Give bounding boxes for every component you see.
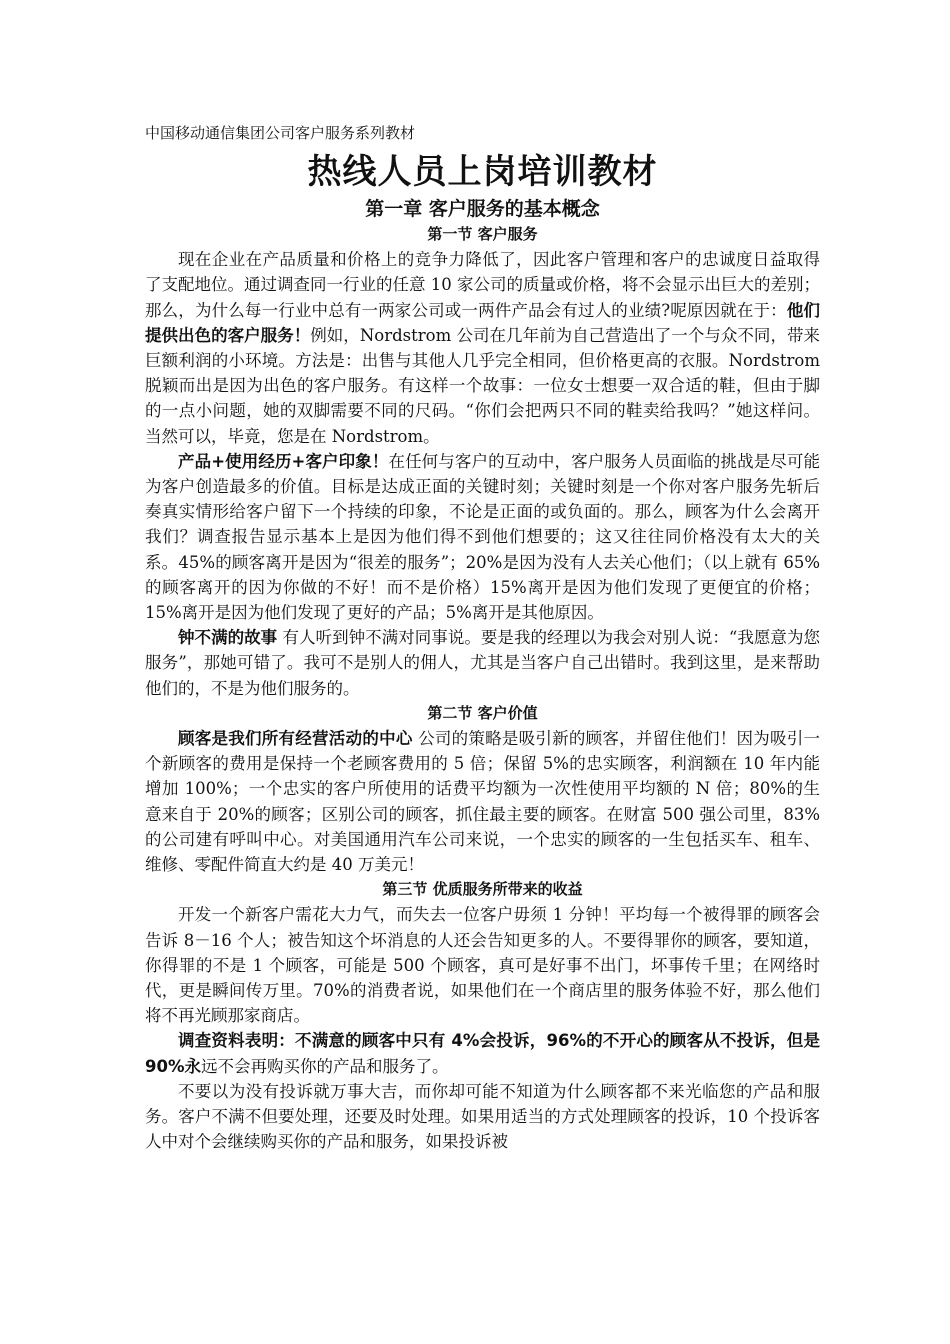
section-heading: 第二节 客户价值 — [427, 703, 538, 722]
section-heading: 第三节 优质服务所带来的收益 — [382, 880, 583, 899]
paragraph — [145, 247, 820, 449]
paragraph — [145, 449, 820, 625]
paragraph-text: 开发一个新客户需花大力气，而失去一位客户毋须 1 分钟！平均每一个被得罪的顾客会告诉 8－16 个人；被告知这个坏消息的人还会告知更多的人。不要得罪你的顾客，要知道，你得罪的不是 1 个顾客，可能是 500 个顾客，真可是好事不出门，坏事传千里；在网络时代，更是瞬间传万里。70%的消费者说，如果他们在一个商店里的服务体验不好，那么他们将不再光顾那家商店。 — [145, 905, 820, 1026]
paragraph-text: 现在企业在产品质量和价格上的竞争力降低了，因此客户管理和客户的忠诚度日益取得了支配地位。通过调查同一行业的任意 10 家公司的质量或价格，将不会显示出巨大的差别；那么，为什么每一行业中总有一两家公司或一两件产品会有过人的业绩?呢原因就在于： — [145, 250, 820, 320]
document-page — [145, 118, 820, 1154]
paragraph — [145, 625, 820, 701]
section-heading: 第一节 客户服务 — [427, 225, 538, 243]
paragraph — [145, 726, 820, 877]
running-header: 中国移动通信集团公司客户服务系列教材 — [145, 124, 416, 142]
paragraph — [145, 1079, 820, 1155]
paragraph-text: 远不会再购买你的产品和服务了。 — [201, 1056, 449, 1076]
paragraph-text: 在任何与客户的互动中，客户服务人员面临的挑战是尽可能为客户创造最多的价值。目标是达成正面的关键时刻；关键时刻是一个你对客户服务先斩后奏真实情形给客户留下一个持续的印象，不论是正面的或负面的。那么，顾客为什么会离开我们？调查报告显示基本上是因为他们得不到他们想要的；这又往往同价格没有太大的关系。45%的顾客离开是因为“很差的服务”；20%是因为没有人去关心他们；（以上就有 65%的顾客离开的因为你做的不好！而不是价格）15%离开是因为他们发现了更便宜的价格；15%离开是因为他们发现了更好的产品；5%离开是其他原因。 — [145, 451, 820, 623]
paragraph — [145, 1028, 820, 1078]
paragraph — [145, 902, 820, 1028]
emphasis-text: 调查资料表明：不满意的顾客中只有 4%会投诉，96%的不开心的顾客从不投诉，但是 90%永 — [145, 1031, 820, 1076]
paragraph-text: 有人听到钟不满对同事说。要是我的经理以为我会对别人说：“我愿意为您服务”，那她可错了。我可不是别人的佣人，尤其是当客户自己出错时。我到这里，是来帮助他们的，不是为他们服务的。 — [145, 628, 820, 698]
paragraph-text: 例如，Nordstrom 公司在几年前为自己营造出了一个与众不同，带来巨额利润的小环境。方法是：出售与其他人几乎完全相同，但价格更高的衣服。Nordstrom 脱颖而出是因为出色的客户服务。有这样一个故事：一位女士想要一双合适的鞋，但由于脚的一点小问题，她的双脚需要不同的尺码。“你们会把两只不同的鞋卖给我吗？”她这样问。当然可以，毕竟，您是在 Nordstrom。 — [145, 325, 820, 446]
document-title: 热线人员上岗培训教材 — [307, 152, 658, 192]
emphasis-text: 钟不满的故事 — [178, 628, 278, 648]
paragraph-text: 公司的策略是吸引新的顾客，并留住他们！因为吸引一个新顾客的费用是保持一个老顾客费用的 5 倍；保留 5%的忠实顾客，利润额在 10 年内能增加 100%；一个忠实的客户所使用的话费平均额为一次性使用平均额的 N 倍；80%的生意来自于 20%的顾客；区别公司的顾客，抓住最主要的顾客。在财富 500 强公司里，83%的公司建有呼叫中心。对美国通用汽车公司来说，一个忠实的顾客的一生包括买车、租车、维修、零配件简直大约是 40 万美元！ — [145, 729, 820, 875]
emphasis-text: 他们提供出色的客户服务！ — [145, 300, 820, 345]
paragraph-text: 不要以为没有投诉就万事大吉，而你却可能不知道为什么顾客都不来光临您的产品和服务。客户不满不但要处理，还要及时处理。如果用适当的方式处理顾客的投诉，10 个投诉客人中对个会继续购买你的产品和服务，如果投诉被 — [145, 1081, 820, 1152]
emphasis-text: 产品+使用经历+客户印象！ — [178, 451, 389, 471]
emphasis-text: 顾客是我们所有经营活动的中心 — [178, 729, 413, 749]
chapter-heading: 第一章 客户服务的基本概念 — [365, 198, 600, 220]
